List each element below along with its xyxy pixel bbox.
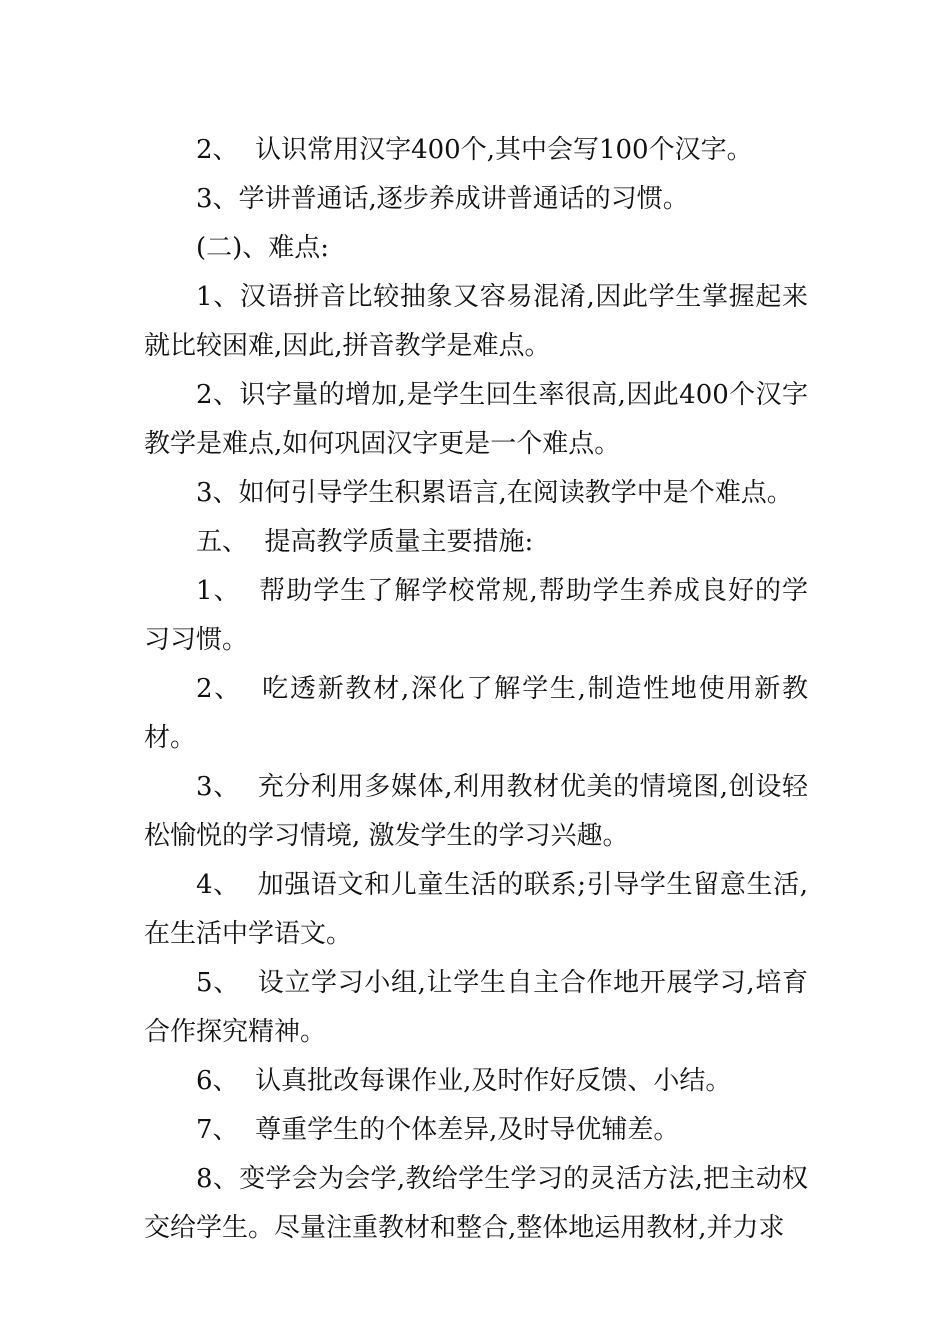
paragraph-difficulty-2: 2、识字量的增加,是学生回生率很高,因此400个汉字教学是难点,如何巩固汉字更是一个难点。 <box>144 380 808 459</box>
paragraph-measure-8: 8、变学会为会学,教给学生学习的灵活方法,把主动权交给学生。尽量注重教材和整合,整体地运用教材,并力求 <box>144 1164 808 1243</box>
paragraph-measure-3: 3、 充分利用多媒体,利用教材优美的情境图,创设轻松愉悦的学习情境, 激发学生的学习兴趣。 <box>144 772 808 851</box>
section-heading-difficulties: (二)、难点: <box>196 233 330 263</box>
paragraph-measure-5: 5、 设立学习小组,让学生自主合作地开展学习,培育合作探究精神。 <box>144 968 808 1047</box>
paragraph-difficulty-3: 3、如何引导学生积累语言,在阅读教学中是个难点。 <box>196 478 793 508</box>
paragraph-difficulty-1: 1、汉语拼音比较抽象又容易混淆,因此学生掌握起来就比较困难,因此,拼音教学是难点。 <box>144 282 808 361</box>
paragraph-measure-2: 2、 吃透新教材,深化了解学生,制造性地使用新教材。 <box>144 674 808 753</box>
paragraph-measure-7: 7、 尊重学生的个体差异,及时导优辅差。 <box>196 1115 680 1145</box>
paragraph-measure-6: 6、 认真批改每课作业,及时作好反馈、小结。 <box>196 1066 732 1096</box>
paragraph-goal-3: 3、学讲普通话,逐步养成讲普通话的习惯。 <box>196 184 689 214</box>
paragraph-measure-4: 4、 加强语文和儿童生活的联系;引导学生留意生活,在生活中学语文。 <box>144 870 808 949</box>
paragraph-measure-1: 1、 帮助学生了解学校常规,帮助学生养成良好的学习习惯。 <box>144 576 808 655</box>
document-body <box>144 126 808 1253</box>
paragraph-goal-2: 2、 认识常用汉字400个,其中会写100个汉字。 <box>196 135 753 165</box>
section-heading-measures: 五、 提高教学质量主要措施: <box>196 527 534 557</box>
